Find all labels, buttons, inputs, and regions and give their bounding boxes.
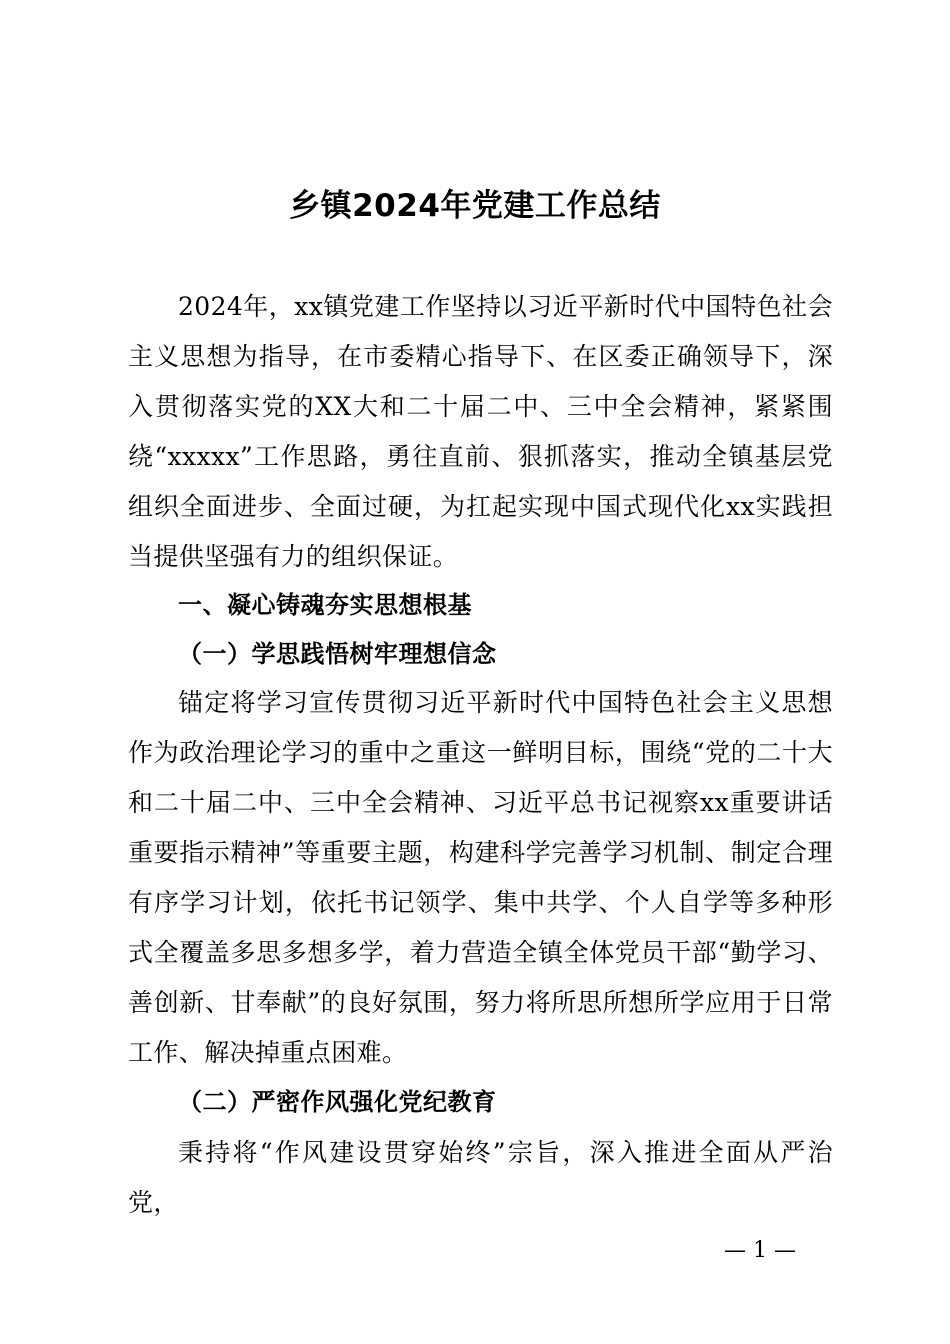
subsection-paragraph-1-1: 锚定将学习宣传贯彻习近平新时代中国特色社会主义思想作为政治理论学习的重中之重这一鲜明目标，围绕“党的二十大和二十届二中、三中全会精神、习近平总书记视察xx重要讲话重要指示精神”等重要主题，构建科学完善学习机制、制定合理有序学习计划，依托书记领学、集中共学、个人自学等多种形式全覆盖多思多想多学，着力营造全镇全体党员干部“勤学习、善创新、甘奉献”的良好氛围，努力将所思所想所学应用于日常工作、解决掉重点困难。	[128, 688, 833, 1067]
document-title: 乡镇2024年党建工作总结	[289, 188, 661, 224]
section-heading-1: 一、凝心铸魂夯实思想根基	[178, 591, 472, 619]
subsection-paragraph-1-2: 秉持将“作风建设贯穿始终”宗旨，深入推进全面从严治党，	[128, 1138, 833, 1217]
subsection-heading-1-2: （二）严密作风强化党纪教育	[178, 1088, 497, 1116]
page-number: — 1 —	[724, 1238, 796, 1263]
intro-paragraph: 2024年，xx镇党建工作坚持以习近平新时代中国特色社会主义思想为指导，在市委精心指导下、在区委正确领导下，深入贯彻落实党的XX大和二十届二中、三中全会精神，紧紧围绕“xxxxx”工作思路，勇往直前、狠抓落实，推动全镇基层党组织全面进步、全面过硬，为扛起实现中国式现代化xx实践担当提供坚强有力的组织保证。	[128, 292, 833, 571]
subsection-heading-1-1: （一）学思践悟树牢理想信念	[178, 640, 497, 668]
